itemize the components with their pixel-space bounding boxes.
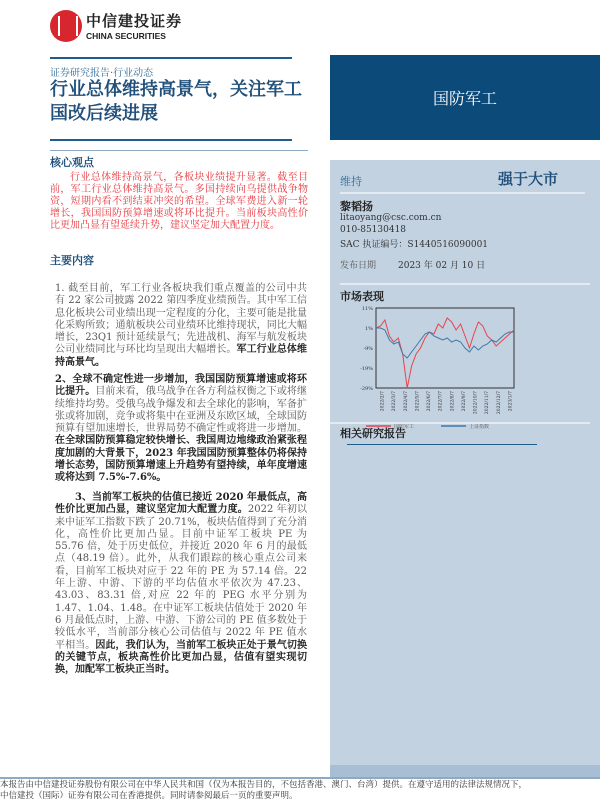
y-tick-label: -29%	[360, 386, 373, 392]
point-2: 2、全球不确定性进一步增加，我国国防预算增速或将环比提升。目前来看，俄乌战争在各方利益权衡之下或将继续维持均势。受俄乌战争爆发和去全球化的影响，军备扩张或将加剧，竞争或将集中在亚洲及东欧区域，全球国防预算有望加速增长，世界局势不确定性或将进一步增加。在全球国防预算稳定较快增长、我国周边地缘政治紧张程度加剧的大背景下，2023 年我国国防预算整体仍将保持增长态势，国防预算增速上升趋势有望持续，单年度增速或将达到 7.5%-7.6%。	[55, 374, 308, 484]
divider	[50, 57, 292, 59]
divider	[50, 150, 308, 151]
x-tick-label: 2022/2/7	[380, 391, 386, 412]
analyst-email[interactable]: litaoyang@csc.com.cn	[340, 213, 442, 223]
info-panel	[330, 160, 600, 767]
point-3: 3、当前军工板块的估值已接近 2020 年最低点，高性价比更加凸显，建议坚定加大配置力度。2022 年初以来中证军工指数下跌了 20.71%，板块估值得到了充分消化，高性价比更加凸显。目前中证军工板块 PE 为 55.76 倍，处于历史低位，并接近 2020 年 6 月的最低点（48.19 倍）。此外，从我们跟踪的核心重点公司来看，目前军工板块对应于 22 年的 PE 为 57.14 倍。22 年上游、中游、下游的平均估值水平依次为 47.23、43.03、83.31 倍,对应 22 年的 PEG 水平分别为 1.47、1.04、1.48。在中证军工板块估值处于 2020 年 6 月最低点时，上游、中游、下游公司的 PE 值多数处于较低水平，当前部分核心公司估值与 2022 年 PE 值水平相当。因此，我们认为，当前军工板块正处于景气切换的关键节点，板块高性价比更加凸显，估值有望实现切换，加配军工板块正当时。	[55, 492, 308, 676]
x-tick-label: 2022/8/7	[450, 391, 456, 412]
disclaimer-line: 本报告由中信建投证券股份有限公司在中华人民共和国（仅为本报告目的，不包括香港、澳门、台湾）提供。在遵守适用的法律法规情况下，	[0, 780, 528, 790]
publish-label: 发布日期	[340, 261, 377, 271]
legend-label: 上证指数	[469, 424, 490, 430]
analyst-name: 黎韬扬	[340, 200, 373, 213]
x-tick-label: 2022/4/7	[403, 391, 409, 412]
x-tick-label: 2023/1/7	[508, 391, 514, 412]
company-logo	[50, 10, 190, 48]
divider	[347, 444, 537, 445]
logo-text-en: CHINA SECURITIES	[86, 31, 166, 41]
point-1: 1. 截至目前，军工行业各板块我们重点覆盖的公司中共有 22 家公司披露 2022 第四季度业绩预告。其中军工信息化板块公司业绩出现一定程度的分化，主要可能是批量化采购所致；通航板块公司业绩环比维持现状，同比大幅增长，23Q1 预计延续景气；先进战机、海军与航发板块公司业绩同比与环比均呈现出大幅增长。军工行业总体维持高景气。	[55, 283, 307, 368]
divider	[340, 192, 585, 194]
analyst-phone: 010-85130418	[340, 225, 407, 235]
y-tick-label: 1%	[365, 326, 373, 332]
market-chart	[350, 300, 530, 430]
y-tick-label: 11%	[361, 306, 373, 312]
series-line-0	[376, 318, 514, 388]
y-tick-label: -9%	[363, 346, 373, 352]
main-heading: 主要内容	[50, 254, 94, 267]
plot-frame	[376, 308, 514, 388]
divider	[50, 139, 292, 141]
footer-divider	[0, 777, 600, 779]
x-tick-label: 2022/3/7	[392, 391, 398, 412]
analyst-sac: SAC 执证编号：S1440516090001	[340, 240, 489, 250]
related-heading: 相关研究报告	[340, 427, 406, 440]
x-tick-label: 2022/10/7	[473, 391, 479, 415]
x-tick-label: 2022/9/7	[461, 391, 467, 412]
rating-value: 强于大市	[498, 170, 559, 188]
core-heading: 核心观点	[50, 156, 94, 169]
disclaimer	[0, 780, 600, 802]
logo-text-cn: 中信建投证券	[86, 12, 183, 30]
divider	[330, 422, 590, 424]
series-line-1	[376, 328, 514, 358]
logo-emblem-icon	[50, 10, 82, 42]
x-tick-label: 2022/7/7	[438, 391, 444, 412]
legend-label: 国防军工	[394, 424, 415, 430]
x-tick-label: 2022/11/7	[485, 391, 491, 415]
x-tick-label: 2022/6/7	[427, 391, 433, 412]
sector-box: 国防军工	[330, 55, 600, 140]
core-summary: 行业总体维持高景气，各板块业绩提升显著。截至目前，军工行业总体维持高景气。多国持续向乌提供战争物资，短期内看不到结束冲突的希望。全球军费进入新一轮增长，我国国防预算增速或将环比提升。当前板块高性价比更加凸显有望延续升势，建议坚定加大配置力度。	[50, 172, 308, 231]
report-title: 行业总体维持高景气，关注军工国改后续进展	[50, 79, 302, 124]
rating-label: 维持	[340, 175, 362, 188]
x-tick-label: 2022/12/7	[496, 391, 502, 415]
y-tick-label: -19%	[360, 366, 373, 372]
publish-date: 2023 年 02 月 10 日	[398, 261, 486, 271]
disclaimer-line: 中信建投（国际）证券有限公司在香港提供。同时请参阅最后一页的重要声明。	[0, 791, 298, 801]
report-type: 证券研究报告·行业动态	[50, 68, 154, 79]
x-tick-label: 2022/5/7	[415, 391, 421, 412]
divider	[340, 283, 590, 285]
market-heading: 市场表现	[340, 290, 384, 303]
